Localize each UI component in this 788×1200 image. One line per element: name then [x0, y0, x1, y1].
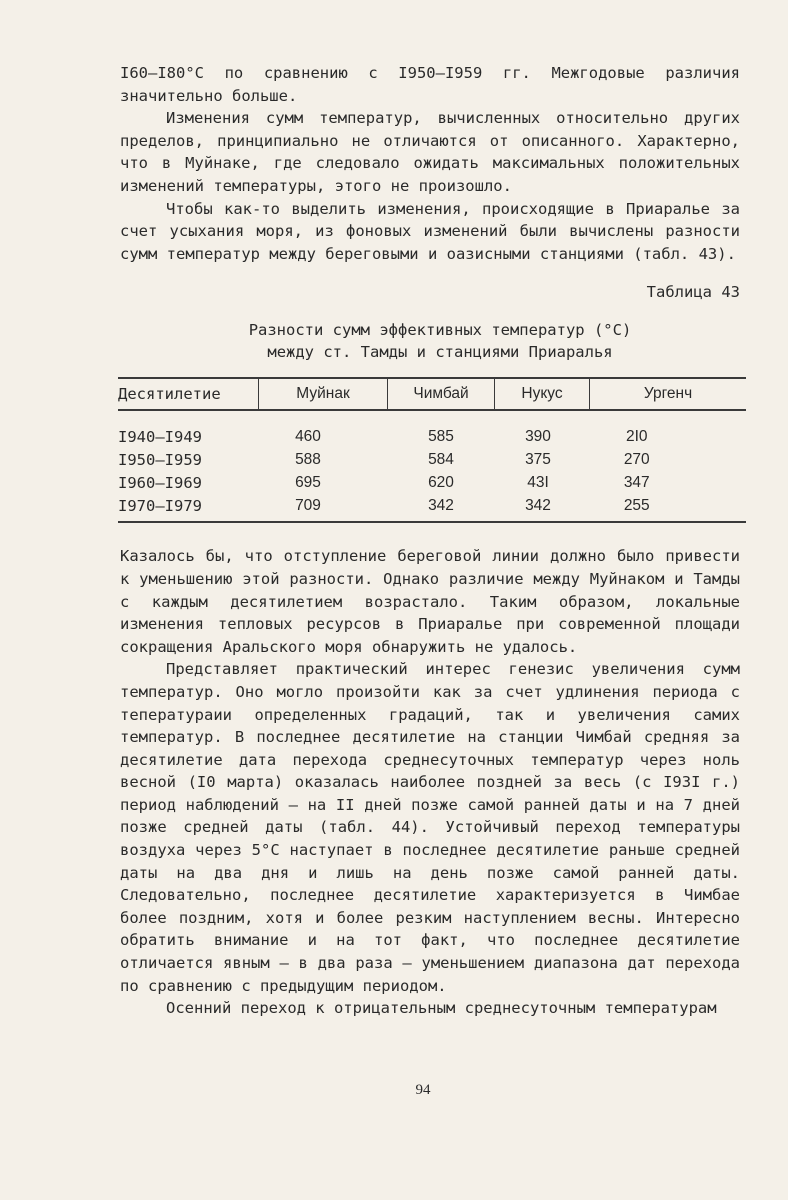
temperature-difference-table: [118, 377, 746, 523]
table-header-row: [118, 378, 746, 410]
table-row: [118, 448, 746, 471]
table-cell-value: 342: [495, 494, 590, 522]
table-cell-value: 375: [525, 450, 551, 468]
table-cell-value: 620: [428, 473, 454, 491]
table-cell-value: 342: [388, 494, 495, 522]
document-page: [120, 62, 740, 1020]
table-title-line2: между ст. Тамды и станциями Приаралья: [267, 343, 613, 362]
table-title-line1: Разности сумм эффективных температур (°С): [248, 321, 632, 340]
text-block-bottom: [120, 545, 740, 1019]
table-cell-value: 255: [590, 494, 747, 522]
table-cell-value: 584: [428, 450, 454, 468]
table-row: [118, 425, 746, 448]
table-cell-value: 390: [525, 427, 551, 445]
table-row: [118, 494, 746, 522]
header-urgench: Ургенч: [590, 378, 747, 410]
header-nukus: Нукус: [495, 378, 590, 410]
table-spacer-row: [118, 410, 746, 425]
page-number: 94: [415, 1082, 431, 1098]
header-decade: Десятилетие: [118, 378, 259, 410]
paragraph: I60–I80°С по сравнению с I950–I959 гг. Межгодовые различия значительно больше.: [120, 64, 740, 105]
header-muynak: Муйнак: [259, 378, 388, 410]
table-cell-value: 709: [259, 494, 388, 522]
table-cell-decade: I970–I979: [118, 494, 259, 522]
table-cell-value: 2I0: [625, 427, 648, 445]
table-cell-value: 695: [295, 473, 321, 491]
header-chimbay: Чимбай: [388, 378, 495, 410]
paragraph: Осенний переход к отрицательным среднесуточным температурам: [166, 999, 717, 1018]
paragraph: Изменения сумм температур, вычисленных относительно других пределов, принципиально не отличаются от описанного. Характерно, что в Муйнаке, где следовало ожидать максимальных положительных изменений температуры, этого не произошло.: [120, 109, 740, 195]
table-cell-decade: I950–I959: [118, 450, 202, 469]
table-cell-decade: I940–I949: [118, 427, 202, 446]
table-cell-value: 270: [623, 450, 650, 468]
table-cell-value: 460: [295, 427, 321, 445]
table-cell-decade: I960–I969: [118, 473, 202, 492]
table-title: [120, 319, 740, 363]
paragraph: Казалось бы, что отступление береговой линии должно было привести к уменьшению этой разности. Однако различие между Муйнаком и Тамды с каждым десятилетием возрастало. Таким образом, локальные изменения тепловых ресурсов в Приаралье при современной площади сокращения Аральского моря обнаружить не удалось.: [120, 547, 740, 656]
paragraph: Представляет практический интерес генезис увеличения сумм температур. Оно могло произойти как за счет удлинения периода с теператураии определенных градаций, так и увеличения самих температур. В последнее десятилетие на станции Чимбай средняя за десятилетие дата перехода среднесуточных температур через ноль весной (I0 марта) оказалась наиболее поздней за весь (с I93I г.) период наблюдений – на II дней позже самой ранней даты и на 7 дней позже средней даты (табл. 44). Устойчивый переход температуры воздуха через 5°С наступает в последнее десятилетие раньше средней даты на два дня и лишь на день позже самой ранней даты. Следовательно, последнее десятилетие характеризуется в Чимбае более поздним, хотя и более резким наступлением весны. Интересно обратить внимание и на тот факт, что последнее десятилетие отличается явным – в два раза – уменьшением диапазона дат перехода по сравнению с предыдущим периодом.: [120, 660, 740, 995]
table-label: Таблица 43: [646, 283, 740, 302]
table-cell-value: 43I: [527, 473, 549, 491]
text-block-top: [120, 62, 740, 265]
paragraph: Чтобы как-то выделить изменения, происходящие в Приаралье за счет усыхания моря, из фоновых изменений были вычислены разности сумм температур между береговыми и оазисными станциями (табл. 43).: [120, 199, 740, 263]
table-row: [118, 471, 746, 494]
table-cell-value: 588: [295, 450, 321, 468]
table-body: [118, 410, 746, 522]
table-cell-value: 347: [623, 473, 650, 491]
table-cell-value: 585: [428, 427, 454, 445]
